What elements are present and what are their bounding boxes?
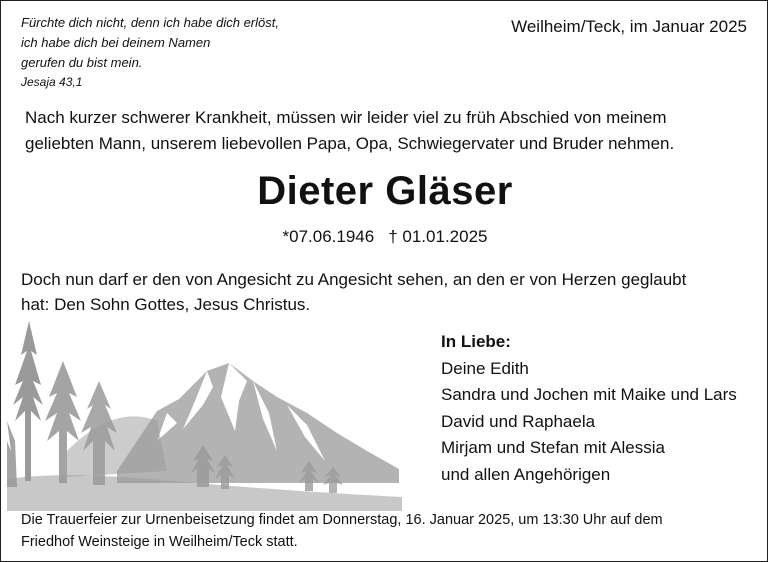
- place-date: Weilheim/Teck, im Januar 2025: [511, 17, 747, 36]
- verse-line: ich habe dich bei deinem Namen: [21, 35, 211, 50]
- deceased-name: Dieter Gläser: [257, 169, 513, 213]
- funeral-line: Die Trauerfeier zur Urnenbeisetzung findet am Donnerstag, 16. Januar 2025, um 13:30 Uhr auf dem: [21, 512, 663, 528]
- family-member: Deine Edith: [441, 358, 529, 378]
- verse-line: Fürchte dich nicht, denn ich habe dich erlöst,: [21, 15, 279, 30]
- intro-line: Nach kurzer schwerer Krankheit, müssen wir leider viel zu früh Abschied von meinem: [25, 108, 667, 127]
- intro-line: geliebten Mann, unserem liebevollen Papa, Opa, Schwiegervater und Bruder nehmen.: [25, 134, 675, 153]
- family-member: David und Raphaela: [441, 411, 596, 431]
- life-dates: [1, 227, 768, 247]
- family-member: Sandra und Jochen mit Maike und Lars: [441, 385, 737, 404]
- intro-text: [25, 105, 745, 157]
- funeral-notice: [21, 509, 761, 553]
- death-date: † 01.01.2025: [388, 227, 488, 246]
- verse-line: gerufen du bist mein.: [21, 55, 143, 70]
- signature-heading: In Liebe:: [441, 332, 511, 351]
- funeral-line: Friedhof Weinsteige in Weilheim/Teck statt.: [21, 534, 298, 550]
- bible-verse: [21, 13, 341, 91]
- faith-line: Doch nun darf er den von Angesicht zu Angesicht sehen, an den er von Herzen geglaubt: [21, 270, 687, 289]
- verse-reference: Jesaja 43,1: [21, 75, 83, 89]
- mountain-landscape-icon: [7, 301, 407, 511]
- family-member: Mirjam und Stefan mit Alessia: [441, 438, 665, 457]
- birth-date: *07.06.1946: [282, 227, 375, 246]
- signature-block: [441, 329, 737, 488]
- family-member: und allen Angehörigen: [441, 464, 611, 484]
- faith-line: hat: Den Sohn Gottes, Jesus Christus.: [21, 295, 311, 314]
